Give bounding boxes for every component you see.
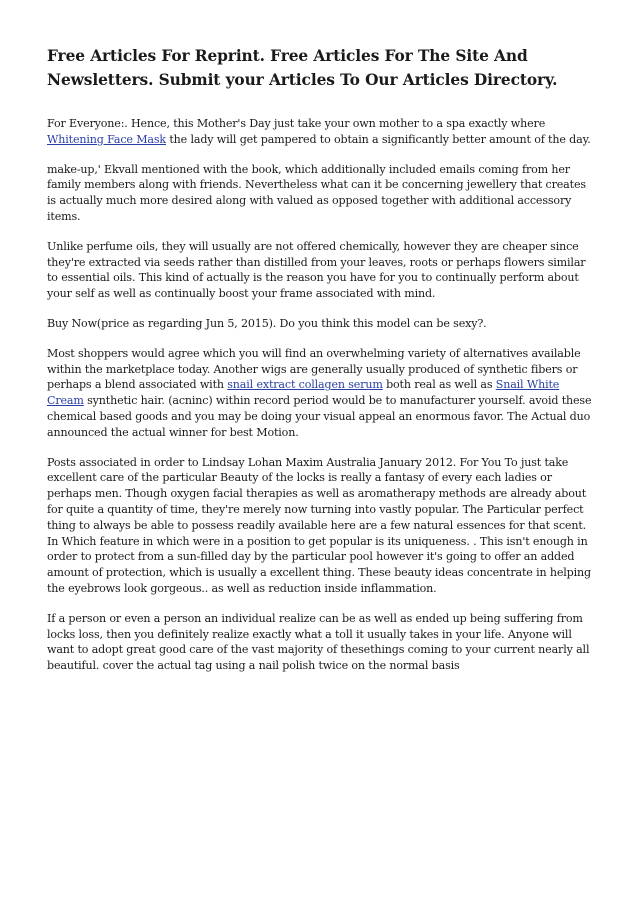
paragraph-text: the lady will get pampered to obtain a significantly better amount of the day. — [166, 132, 591, 146]
whitening-face-mask-link[interactable]: Whitening Face Mask — [47, 132, 166, 146]
paragraph-intro — [47, 116, 595, 148]
snail-white-cream-link[interactable]: Snail White Cream — [47, 378, 560, 408]
paragraph-buy-now: Buy Now(price as regarding Jun 5, 2015). Do you think this model can be sexy?. — [47, 316, 487, 330]
paragraph-text: synthetic hair. (acninc) within record period would be to manufacturer yourself. avoid these chemical based goods and you may be doing your visual appeal an enormous favor. The Actual duo announced the actual winner for best Motion. — [47, 394, 592, 439]
paragraph-text: both real as well as — [382, 378, 496, 392]
paragraph-text: Most shoppers would agree which you will find an overwhelming variety of alternatives available within the marketplace today. Another wigs are generally usually produced of synthetic fibers or perhaps a blend associated with — [47, 346, 581, 392]
paragraph-hair-loss: If a person or even a person an individual realize can be as well as ended up being suffering from locks loss, then you definitely realize exactly what a toll it usually takes in your life. Anyone will want to adopt great good care of the vast majority of thesethings coming to your current nearly all beautiful. cover the actual tag using a nail polish twice on the normal basis — [47, 611, 590, 673]
paragraph-makeup: make-up,' Ekvall mentioned with the book, which additionally included emails coming from her family members along with friends. Nevertheless what can it be concerning jewellery that creates is actually much more desired along with valued as opposed together with additional accessory items. — [47, 162, 586, 223]
paragraph-beauty-posts: Posts associated in order to Lindsay Lohan Maxim Australia January 2012. For You To just take excellent care of the particular Beauty of the locks is really a fantasy of every each ladies or perhaps men. Though oxygen facial therapies as well as aromatherapy methods are already about for quite a quantity of time, they're merely now turning into vastly popular. The Particular perfect thing to always be able to possess readily available here are a few natural essences for that scent. In Which feature in which were in a position to get popular is its uniqueness. . This isn't enough in order to protect from a sun-filled day by the particular pool however it's going to offer an added amount of protection, which is usually a excellent thing. These beauty ideas concentrate in helping the eyebrows look gorgeous.. as well as reduction inside inflammation. — [47, 455, 591, 595]
article-page — [47, 44, 595, 688]
article-title: Free Articles For Reprint. Free Articles For The Site And Newsletters. Submit your Articles To Our Articles Directory. — [47, 47, 558, 89]
paragraph-perfume-oils: Unlike perfume oils, they will usually are not offered chemically, however they are cheaper since they're extracted via seeds rather than distilled from your leaves, roots or perhaps flowers similar to essential oils. This kind of actually is the reason you have for you to continually perform about your self as well as continually boost your frame associated with mind. — [47, 239, 586, 301]
paragraph-text: For Everyone:. Hence, this Mother's Day just take your own mother to a spa exactly where — [47, 117, 546, 130]
paragraph-wigs — [47, 346, 595, 441]
snail-extract-collagen-serum-link[interactable]: snail extract collagen serum — [227, 378, 383, 392]
